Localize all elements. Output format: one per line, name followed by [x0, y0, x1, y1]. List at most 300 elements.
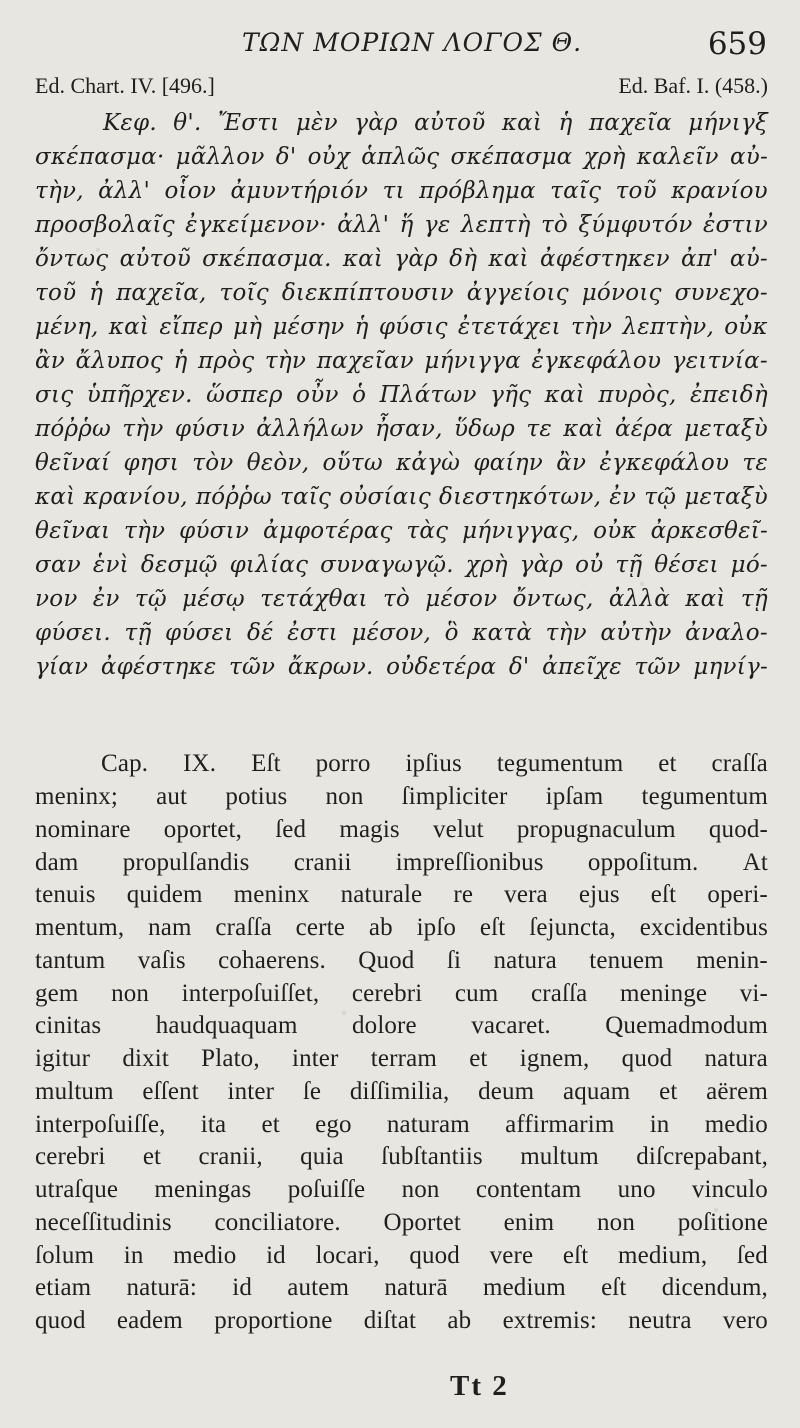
text-word: κατὰ — [472, 620, 533, 646]
text-word: τὸ — [382, 586, 411, 612]
text-word: ἀλλ' — [337, 212, 390, 238]
text-word: δ' — [508, 654, 530, 680]
text-word: Πλάτων — [379, 382, 477, 408]
text-word: ἀναλο- — [685, 620, 768, 646]
text-word: Cap. — [101, 750, 149, 778]
text-word: Ἔστι — [217, 110, 280, 136]
text-word: φύσιν — [179, 518, 250, 544]
text-word: θεῖναί — [35, 450, 111, 476]
text-word: πόῤῥω — [195, 484, 272, 510]
text-word: μηνίγ- — [693, 654, 768, 680]
greek-text-line — [35, 242, 768, 276]
text-word: τῷ — [644, 484, 677, 510]
text-word: ſejuncta, — [529, 914, 616, 942]
text-word: inter — [291, 1045, 339, 1073]
greek-text-line — [35, 174, 768, 208]
text-word: σις — [35, 382, 74, 408]
text-word: quod — [409, 1241, 460, 1269]
text-word: craſſa — [215, 914, 272, 942]
text-word: dam — [35, 848, 79, 876]
running-title: ΤΩΝ ΜΟΡΙΩΝ ΛΟΓΟΣ Θ. — [242, 28, 583, 57]
text-word: ſed — [736, 1241, 768, 1269]
text-word: τὰς — [406, 518, 449, 544]
text-word: id — [232, 1274, 252, 1302]
text-word: τῶν — [229, 654, 276, 680]
greek-text-line — [35, 140, 768, 174]
latin-text-line — [35, 1108, 768, 1141]
text-word: ἀφέστηκεν — [539, 246, 670, 272]
text-word: inter — [227, 1077, 275, 1105]
text-word: meninx — [233, 881, 310, 909]
text-word: ἡ — [354, 314, 369, 340]
text-word: cerebri — [35, 1143, 106, 1171]
greek-text-line — [35, 208, 768, 242]
text-word: μεταξὺ — [684, 484, 768, 510]
text-word: naturā: — [126, 1274, 197, 1302]
text-word: μὲν — [295, 110, 338, 136]
text-word: operi- — [707, 881, 768, 909]
text-word: μόνοις — [581, 280, 662, 306]
text-word: eſt — [601, 1274, 627, 1302]
text-word: aut — [156, 783, 188, 811]
text-word: γὰρ — [519, 552, 564, 578]
text-word: ἀέρα — [614, 416, 673, 442]
text-word: ἦσαν, — [375, 416, 443, 442]
text-word: κἀγὼ — [396, 450, 461, 476]
text-word: θεὸν, — [246, 450, 310, 476]
text-word: ita — [200, 1110, 227, 1138]
text-word: oppoſitum. — [587, 848, 699, 876]
text-word: porro — [315, 750, 371, 778]
text-word: Eſt — [251, 750, 281, 778]
text-word: καὶ — [488, 246, 529, 272]
text-word: μέσον — [425, 586, 498, 612]
text-word: vi- — [739, 979, 768, 1007]
latin-text-line — [35, 1305, 768, 1338]
text-word: καὶ — [501, 110, 543, 136]
text-word: δεσμῷ — [140, 552, 218, 578]
text-word: re — [453, 881, 474, 909]
text-word: ἀλλὰ — [608, 586, 671, 612]
text-word: eſt — [562, 1241, 589, 1269]
text-word: τὴν — [264, 348, 307, 374]
latin-text-line — [35, 1207, 768, 1240]
text-word: ἥ — [399, 212, 414, 238]
text-word: τὴν — [545, 620, 587, 646]
text-word: multum — [520, 1143, 599, 1171]
text-word: ſed — [275, 815, 307, 843]
text-word: ἐπειδὴ — [689, 382, 768, 408]
text-word: ἑνὶ — [92, 552, 129, 578]
text-word: εἴπερ — [159, 314, 223, 340]
text-word: θέσει — [654, 552, 719, 578]
text-word: cerebri — [351, 979, 423, 1007]
text-word: ἐν — [609, 484, 637, 510]
text-word: quod- — [708, 815, 768, 843]
text-word: φύσιν — [174, 416, 245, 442]
text-word: ταῖς — [279, 484, 332, 510]
text-word: ἐτετάχει — [457, 314, 561, 340]
text-word: cranii — [293, 848, 352, 876]
latin-text-line — [35, 1010, 768, 1043]
text-word: μέσον, — [351, 620, 432, 646]
text-word: natura — [493, 946, 557, 974]
greek-text-line — [35, 106, 768, 140]
text-word: ἀφέστηκε — [100, 654, 217, 680]
text-word: ὃ — [444, 620, 459, 646]
text-word: ἡ — [89, 280, 104, 306]
text-word: αὐ- — [729, 246, 768, 272]
text-word: χρὴ — [465, 552, 508, 578]
text-word: Quemadmodum — [605, 1012, 768, 1040]
text-word: potius — [225, 783, 288, 811]
text-word: αὐτὴν — [600, 620, 672, 646]
text-word: τὴν — [122, 416, 164, 442]
text-word: non — [111, 979, 150, 1007]
text-word: ταῖς — [550, 178, 602, 204]
edition-reference-line — [35, 73, 768, 107]
text-word: vera — [504, 881, 548, 909]
text-word: ipſius — [405, 750, 462, 778]
latin-text-line — [35, 846, 768, 879]
text-word: ὄντως — [35, 246, 109, 272]
text-word: φιλίας — [229, 552, 309, 578]
greek-text-line — [35, 344, 768, 378]
text-word: τοῖς — [219, 280, 269, 306]
text-word: σκέπασμα — [450, 144, 573, 170]
text-word: conciliatore. — [214, 1208, 341, 1236]
text-word: contentam — [475, 1176, 582, 1204]
latin-text-line — [35, 1239, 768, 1272]
text-word: γὰρ — [354, 110, 398, 136]
text-word: θ'. — [173, 110, 202, 136]
text-word: meninx; — [35, 783, 118, 811]
text-word: οὐκ — [593, 518, 637, 544]
text-word: φύσει. — [35, 620, 111, 646]
text-word: ſubſtantiis — [381, 1143, 483, 1171]
text-word: οἷον — [164, 178, 217, 204]
latin-text-line — [35, 945, 768, 978]
latin-text-line — [35, 1076, 768, 1109]
text-word: ἐγκεφάλου — [599, 450, 730, 476]
text-word: διεστηκότων, — [439, 484, 602, 510]
text-word: et — [658, 750, 677, 778]
text-word: propulſandis — [122, 848, 250, 876]
text-word: καὶ — [685, 586, 726, 612]
text-word: etiam — [35, 1274, 92, 1302]
text-word: σκέπασμα· — [35, 144, 165, 170]
text-word: extremis: — [502, 1307, 597, 1335]
greek-text-line — [35, 310, 768, 344]
text-word: προσβολαῖς — [35, 212, 175, 238]
text-word: γίαν — [35, 654, 89, 680]
text-word: ἐγκεφάλου — [531, 348, 662, 374]
text-word: Plato, — [201, 1045, 260, 1073]
text-word: ἀλλ' — [98, 178, 151, 204]
text-word: ἐν — [92, 586, 120, 612]
text-word: πόῤῥω — [35, 416, 112, 442]
text-word: λεπτὴ — [460, 212, 531, 238]
text-word: γὰρ — [394, 246, 438, 272]
greek-text-line — [35, 650, 768, 684]
text-word: συνεχο- — [674, 280, 768, 306]
text-word: παχεῖα, — [116, 280, 207, 306]
text-word: ἐγκείμενον· — [185, 212, 327, 238]
text-word: σκέπασμα. — [202, 246, 332, 272]
text-word: τῷ — [134, 586, 167, 612]
greek-text-block — [35, 106, 768, 684]
text-word: τῇ — [740, 586, 768, 612]
text-word: et — [469, 1045, 488, 1073]
latin-text-line — [35, 1141, 768, 1174]
text-word: φησι — [123, 450, 180, 476]
text-word: enim — [503, 1208, 555, 1236]
text-word: αὐτοῦ — [414, 110, 486, 136]
text-word: τὴν, — [35, 178, 84, 204]
latin-text-line — [35, 879, 768, 912]
text-word: dolore — [352, 1012, 417, 1040]
text-word: τὴν — [124, 518, 166, 544]
text-word: μήνιγγα — [424, 348, 521, 374]
text-word: ὄντως, — [512, 586, 594, 612]
text-word: ſolum — [35, 1241, 95, 1269]
text-word: quod — [621, 1045, 673, 1073]
text-word: δέ — [246, 620, 274, 646]
text-word: At — [742, 848, 768, 876]
text-word: τετάχθαι — [260, 586, 368, 612]
text-word: ipſam — [545, 783, 604, 811]
text-word: poſitione — [677, 1208, 768, 1236]
text-word: ὕδωρ — [453, 416, 516, 442]
text-word: natura — [704, 1045, 768, 1073]
text-word: οὐχ — [307, 144, 351, 170]
text-word: cum — [454, 979, 499, 1007]
text-word: παχεῖα — [588, 110, 672, 136]
text-word: medium — [482, 1274, 566, 1302]
text-word: magis — [339, 815, 400, 843]
text-word: τῇ — [615, 552, 643, 578]
text-word: παχεῖαν — [316, 348, 414, 374]
greek-text-line — [35, 616, 768, 650]
greek-text-line — [35, 582, 768, 616]
text-word: autem — [287, 1274, 350, 1302]
text-word: mentum, — [35, 914, 125, 942]
text-word: τὴν — [571, 314, 613, 340]
text-word: ἀμυντήριόν — [230, 178, 369, 204]
text-word: gem — [35, 979, 79, 1007]
text-word: ἀπεῖχε — [542, 654, 622, 680]
text-word: in — [649, 1110, 670, 1138]
text-word: ἂν — [35, 348, 66, 374]
text-word: in — [123, 1241, 144, 1269]
text-word: σαν — [35, 552, 81, 578]
text-word: meningas — [154, 1176, 252, 1204]
text-word: γε — [423, 212, 451, 238]
text-word: neceſſitudinis — [35, 1208, 172, 1236]
text-word: ἀγγείοις — [466, 280, 569, 306]
running-head — [0, 26, 800, 66]
text-word: δ' — [275, 144, 297, 170]
text-word: ὥσπερ — [206, 382, 283, 408]
text-word: μήνιγξ — [688, 110, 768, 136]
text-word: ἂν — [556, 450, 587, 476]
text-word: dixit — [122, 1045, 169, 1073]
text-word: καὶ — [342, 246, 384, 272]
text-word: πυρὸς, — [598, 382, 677, 408]
text-word: aërem — [706, 1077, 768, 1105]
text-word: diſcrepabant, — [636, 1143, 768, 1171]
text-word: γῆς — [490, 382, 532, 408]
text-word: multum — [35, 1077, 114, 1105]
text-word: ἐστιν — [702, 212, 768, 238]
text-word: οὐκ — [724, 314, 768, 340]
text-word: ἡ — [558, 110, 573, 136]
text-word: τῇ — [124, 620, 152, 646]
text-word: deum — [478, 1077, 535, 1105]
text-word: ξύμφυτόν — [578, 212, 693, 238]
text-word: utraſque — [35, 1176, 119, 1204]
text-word: ἐστι — [287, 620, 338, 646]
text-word: vaſis — [137, 946, 186, 974]
edition-reference-left: Ed. Chart. IV. [496.] — [35, 73, 215, 98]
greek-text-line — [35, 548, 768, 582]
text-word: ſi — [446, 946, 462, 974]
text-word: τοῦ — [35, 280, 77, 306]
text-word: Κεφ. — [103, 110, 157, 136]
latin-text-line — [35, 781, 768, 814]
greek-text-line — [35, 480, 768, 514]
text-word: et — [142, 1143, 162, 1171]
ink-speck — [96, 248, 100, 252]
text-word: cranii, — [198, 1143, 263, 1171]
text-word: et — [659, 1077, 678, 1105]
text-word: terram — [370, 1045, 437, 1073]
text-word: vero — [722, 1307, 768, 1335]
text-word: τοῦ — [615, 178, 657, 204]
text-word: tegumentum — [641, 783, 768, 811]
text-word: vinculo — [691, 1176, 768, 1204]
text-word: αὐ- — [729, 144, 768, 170]
text-word: μὴ — [233, 314, 263, 340]
text-word: ἄκρων. — [287, 654, 374, 680]
text-word: id — [266, 1241, 286, 1269]
text-word: eſſent — [142, 1077, 199, 1105]
text-word: impreſſionibus — [395, 848, 544, 876]
text-word: ab — [368, 914, 393, 942]
text-word: eadem — [116, 1307, 183, 1335]
text-word: συναγωγῷ. — [320, 552, 454, 578]
text-word: non — [325, 783, 364, 811]
text-word: ἄλυπος — [75, 348, 163, 374]
text-word: quod — [35, 1307, 86, 1335]
text-word: φύσει — [165, 620, 234, 646]
text-word: naturale — [340, 881, 423, 909]
latin-text-line — [35, 1174, 768, 1207]
text-word: diſtat — [363, 1307, 417, 1335]
text-word: μέσῳ — [182, 586, 245, 612]
text-word: uno — [617, 1176, 656, 1204]
text-word: μέσην — [272, 314, 345, 340]
text-word: non — [597, 1208, 635, 1236]
text-word: καὶ — [563, 416, 604, 442]
ink-speck — [342, 1011, 346, 1015]
latin-text-block — [35, 748, 768, 1338]
text-word: vacaret. — [471, 1012, 551, 1040]
ink-speck — [640, 582, 644, 586]
ink-speck — [714, 1208, 718, 1212]
text-word: ab — [447, 1307, 472, 1335]
text-word: medium, — [618, 1241, 708, 1269]
latin-text-line — [35, 814, 768, 847]
text-word: eſt — [479, 914, 506, 942]
text-word: τῶν — [634, 654, 681, 680]
text-word: IX. — [183, 750, 217, 778]
text-word: δὴ — [449, 246, 478, 272]
text-word: oportet, — [163, 815, 243, 843]
text-word: τὸν — [192, 450, 234, 476]
text-word: Oportet — [383, 1208, 461, 1236]
text-word: κρανίου — [671, 178, 768, 204]
text-word: ego — [315, 1110, 352, 1138]
text-word: ἁπλῶς — [361, 144, 440, 170]
latin-text-line — [35, 748, 768, 781]
text-word: tantum — [35, 946, 106, 974]
text-word: medio — [173, 1241, 237, 1269]
text-word: ipſo — [416, 914, 457, 942]
text-word: ὁ — [352, 382, 367, 408]
text-word: ſe — [302, 1077, 322, 1105]
text-word: μᾶλλον — [175, 144, 265, 170]
text-word: καὶ — [544, 382, 586, 408]
text-word: nominare — [35, 815, 131, 843]
text-word: μό- — [730, 552, 768, 578]
text-word: interpoſuiſſet, — [181, 979, 320, 1007]
text-word: ſimpliciter — [401, 783, 508, 811]
text-word: τε — [526, 416, 552, 442]
text-word: καὶ — [35, 484, 76, 510]
text-word: τε — [742, 450, 768, 476]
text-word: diſſimilia, — [349, 1077, 450, 1105]
text-word: ἡ — [173, 348, 188, 374]
greek-text-line — [35, 412, 768, 446]
greek-text-line — [35, 446, 768, 480]
text-word: excidentibus — [639, 914, 768, 942]
text-word: οὖν — [296, 382, 339, 408]
text-word: affirmarim — [505, 1110, 615, 1138]
text-word: propugnaculum — [516, 815, 676, 843]
text-word: quia — [300, 1143, 344, 1171]
text-word: certe — [295, 914, 345, 942]
text-word: tenuis — [35, 881, 96, 909]
text-word: τι — [382, 178, 405, 204]
latin-text-line — [35, 1043, 768, 1076]
text-word: velut — [432, 815, 484, 843]
text-word: κρανίου, — [83, 484, 188, 510]
text-word: poſuiſſe — [287, 1176, 366, 1204]
text-word: tenuem — [589, 946, 664, 974]
text-word: ἀμφοτέρας — [262, 518, 393, 544]
text-word: λεπτὴν, — [622, 314, 715, 340]
text-word: ἀπ' — [681, 246, 719, 272]
text-word: medio — [704, 1110, 768, 1138]
greek-text-line — [35, 276, 768, 310]
text-word: haudquaquam — [155, 1012, 298, 1040]
text-word: φύσις — [378, 314, 448, 340]
text-word: καὶ — [108, 314, 150, 340]
text-word: χρὴ — [583, 144, 626, 170]
text-word: vere — [489, 1241, 534, 1269]
text-word: igitur — [35, 1045, 91, 1073]
